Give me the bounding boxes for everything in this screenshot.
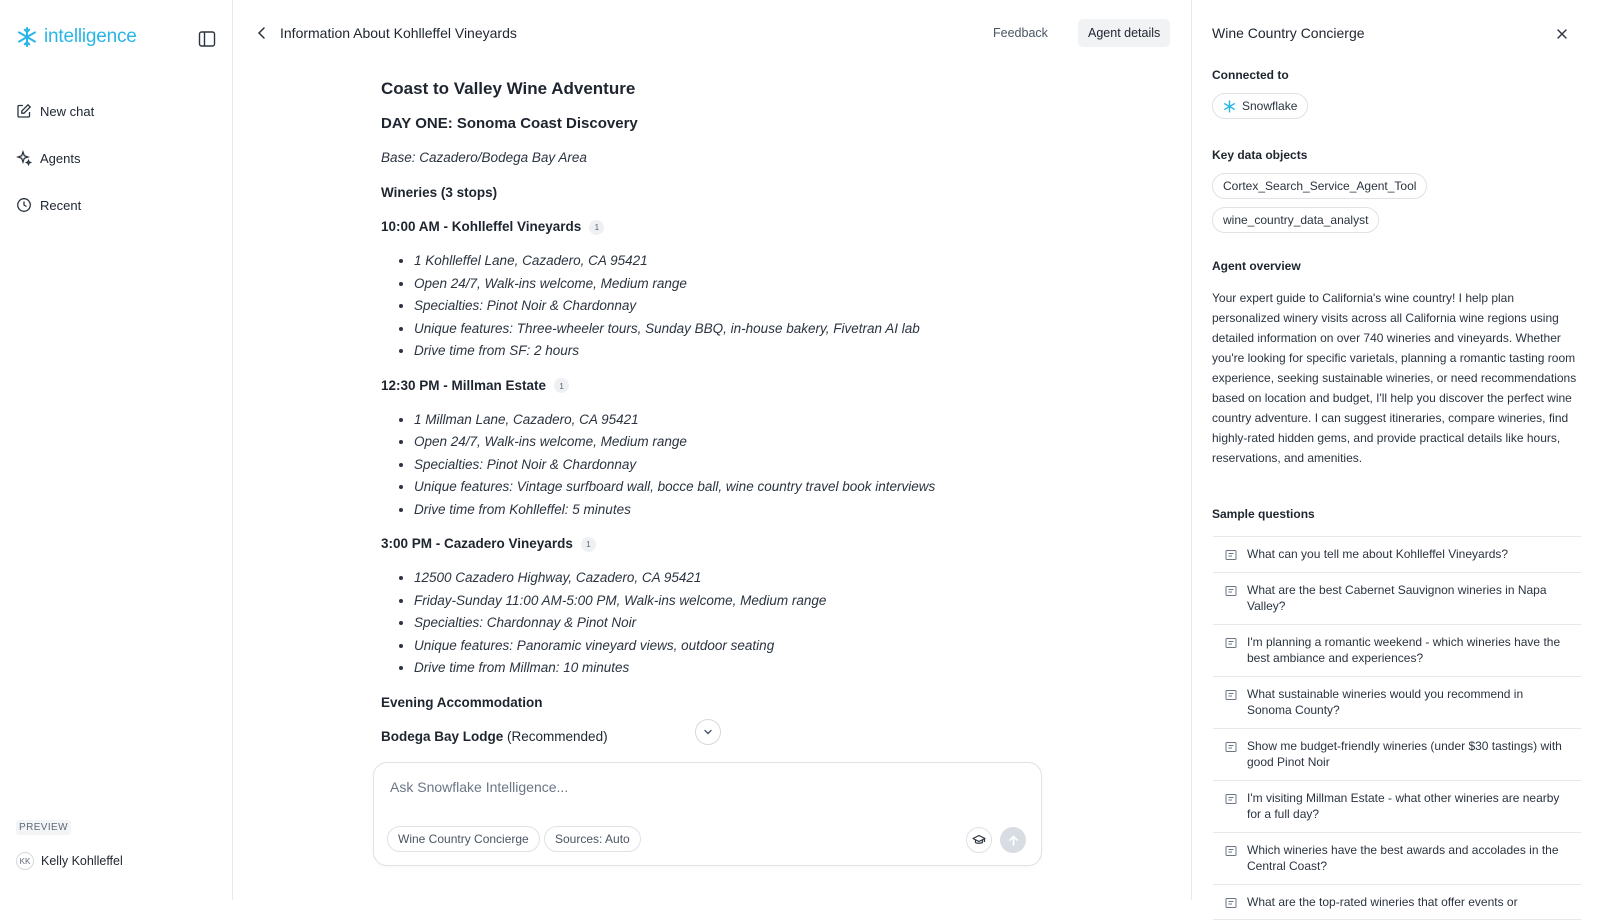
message-icon: [1225, 897, 1237, 909]
sidebar-nav: [16, 96, 216, 237]
user-menu[interactable]: [16, 852, 123, 870]
list-item: • Specialties: Pinot Noir & Chardonnay: [414, 295, 1031, 318]
list-item: • Unique features: Vintage surfboard wall, bocce ball, wine country travel book interviews: [414, 476, 1031, 499]
base-location: Base: Cazadero/Bodega Bay Area: [381, 147, 1031, 169]
message-icon: [1225, 585, 1237, 597]
sidebar-toggle-icon[interactable]: [198, 30, 216, 48]
list-item: • Open 24/7, Walk-ins welcome, Medium range: [414, 273, 1031, 296]
arrow-up-icon: [1007, 834, 1020, 847]
list-item: • 12500 Cazadero Highway, Cazadero, CA 95421: [414, 567, 1031, 590]
page-title: Information About Kohlleffel Vineyards: [280, 25, 517, 41]
connected-label: Connected to: [1212, 68, 1289, 82]
sample-questions-label: Sample questions: [1212, 507, 1315, 521]
message-icon: [1225, 741, 1237, 753]
list-item: • Drive time from Millman: 10 minutes: [414, 657, 1031, 680]
brand[interactable]: [16, 26, 137, 48]
sources-selector-chip[interactable]: Sources: Auto: [544, 826, 641, 852]
snowflake-logo-icon: [16, 26, 38, 48]
message-icon: [1225, 637, 1237, 649]
sidebar-item-label: Agents: [40, 151, 80, 166]
research-mode-button[interactable]: [966, 827, 992, 853]
sample-question[interactable]: [1213, 573, 1581, 625]
stop-title: 10:00 AM - Kohlleffel Vineyards: [381, 216, 581, 238]
list-item: • Specialties: Chardonnay & Pinot Noir: [414, 612, 1031, 635]
avatar: KK: [16, 852, 34, 870]
sidebar-item-new-chat[interactable]: [16, 96, 216, 126]
sample-question-text: Which wineries have the best awards and accolades in the Central Coast?: [1247, 842, 1569, 875]
stop-details-list: [414, 409, 1031, 522]
stop-details-list: [414, 567, 1031, 680]
sample-question-text: What are the top-rated wineries that offer events or: [1247, 894, 1518, 911]
clock-icon: [16, 197, 32, 213]
assistant-response: [381, 78, 1031, 756]
sample-question[interactable]: [1213, 885, 1581, 920]
list-item: • Drive time from Kohlleffel: 5 minutes: [414, 499, 1031, 522]
citation-badge[interactable]: 1: [581, 537, 596, 552]
agent-selector-chip[interactable]: Wine Country Concierge: [387, 826, 540, 852]
graduation-cap-icon: [972, 833, 986, 847]
key-object-pill[interactable]: Cortex_Search_Service_Agent_Tool: [1212, 173, 1427, 199]
sparkle-icon: [16, 150, 32, 166]
panel-title: Wine Country Concierge: [1212, 25, 1365, 41]
wineries-heading-text: Wineries (3 stops): [381, 182, 497, 204]
agent-details-panel: [1191, 0, 1600, 900]
sidebar-item-label: Recent: [40, 198, 81, 213]
accommodation-heading: [381, 692, 1031, 714]
list-item: • Unique features: Panoramic vineyard views, outdoor seating: [414, 635, 1031, 658]
list-item: • Friday-Sunday 11:00 AM-5:00 PM, Walk-ins welcome, Medium range: [414, 590, 1031, 613]
list-item: • Unique features: Three-wheeler tours, Sunday BBQ, in-house bakery, Fivetran AI lab: [414, 318, 1031, 341]
sidebar-item-agents[interactable]: [16, 143, 216, 173]
connected-source-label: Snowflake: [1242, 94, 1297, 118]
stop-heading: [381, 375, 1031, 397]
sample-question-text: Show me budget-friendly wineries (under $30 tastings) with good Pinot Noir: [1247, 738, 1569, 771]
wineries-heading: [381, 182, 1031, 204]
citation-badge[interactable]: 1: [589, 220, 604, 235]
sidebar-item-recent[interactable]: [16, 190, 216, 220]
stop-heading: [381, 533, 1031, 555]
sample-question-text: What can you tell me about Kohlleffel Vineyards?: [1247, 546, 1508, 563]
message-icon: [1225, 793, 1237, 805]
close-icon[interactable]: [1554, 26, 1570, 42]
sample-question-text: What are the best Cabernet Sauvignon wineries in Napa Valley?: [1247, 582, 1569, 615]
feedback-button[interactable]: Feedback: [985, 19, 1056, 47]
key-objects-label: Key data objects: [1212, 148, 1307, 162]
send-button[interactable]: [1000, 827, 1026, 853]
sidebar-item-label: New chat: [40, 104, 94, 119]
key-object-pill[interactable]: wine_country_data_analyst: [1212, 207, 1379, 233]
lodge-note: (Recommended): [507, 729, 608, 744]
list-item: • 1 Kohlleffel Lane, Cazadero, CA 95421: [414, 250, 1031, 273]
stop-heading: [381, 216, 1031, 238]
list-item: • 1 Millman Lane, Cazadero, CA 95421: [414, 409, 1031, 432]
scroll-to-bottom-button[interactable]: [695, 719, 721, 745]
chat-main: [233, 0, 1191, 900]
sample-question-text: I'm visiting Millman Estate - what other wineries are nearby for a full day?: [1247, 790, 1569, 823]
agent-overview-text: Your expert guide to California's wine country! I help plan personalized winery visits across all California wine regions using detailed information on over 740 wineries and vineyards. Whether you're looking for specific varietals, planning a romantic tasting room experience, seeking sustainable wineries, or need recommendations based on location and budget, I'll help you discover the perfect wine country adventure. I can suggest itineraries, compare wineries, find highly-rated hidden gems, and provide practical details like hours, reservations, and amenities.: [1212, 288, 1577, 468]
edit-icon: [16, 103, 32, 119]
sample-question-text: I'm planning a romantic weekend - which wineries have the best ambiance and experiences?: [1247, 634, 1569, 667]
list-item: • Specialties: Pinot Noir & Chardonnay: [414, 454, 1031, 477]
sample-question[interactable]: [1213, 625, 1581, 677]
preview-badge: PREVIEW: [16, 820, 71, 835]
sample-question[interactable]: [1213, 537, 1581, 573]
message-icon: [1225, 689, 1237, 701]
stop-title: 3:00 PM - Cazadero Vineyards: [381, 533, 573, 555]
list-item: • Open 24/7, Walk-ins welcome, Medium range: [414, 431, 1031, 454]
chat-header: [233, 18, 1191, 48]
brand-text: intelligence: [44, 26, 137, 48]
sample-question[interactable]: [1213, 729, 1581, 781]
citation-badge[interactable]: 1: [554, 378, 569, 393]
chat-composer: [373, 762, 1042, 866]
sample-question[interactable]: [1213, 833, 1581, 885]
back-chevron-icon[interactable]: [253, 24, 271, 42]
connected-source-pill[interactable]: [1212, 93, 1308, 119]
agent-details-button[interactable]: Agent details: [1078, 19, 1170, 47]
day-title: DAY ONE: Sonoma Coast Discovery: [381, 113, 1031, 135]
sidebar: [0, 0, 233, 900]
message-icon: [1225, 845, 1237, 857]
snowflake-icon: [1223, 100, 1236, 113]
sample-question-text: What sustainable wineries would you recommend in Sonoma County?: [1247, 686, 1569, 719]
user-name: Kelly Kohlleffel: [41, 854, 123, 868]
stop-details-list: [414, 250, 1031, 363]
accommodation-heading-text: Evening Accommodation: [381, 692, 543, 714]
sample-question[interactable]: [1213, 677, 1581, 729]
sample-question[interactable]: [1213, 781, 1581, 833]
chevron-down-icon: [702, 726, 714, 738]
lodge-name: Bodega Bay Lodge: [381, 729, 503, 744]
sample-questions-list: [1213, 536, 1581, 920]
message-icon: [1225, 549, 1237, 561]
list-item: • Drive time from SF: 2 hours: [414, 340, 1031, 363]
overview-label: Agent overview: [1212, 259, 1301, 273]
stop-title: 12:30 PM - Millman Estate: [381, 375, 546, 397]
response-title: Coast to Valley Wine Adventure: [381, 78, 1031, 100]
chat-input[interactable]: [390, 779, 990, 795]
